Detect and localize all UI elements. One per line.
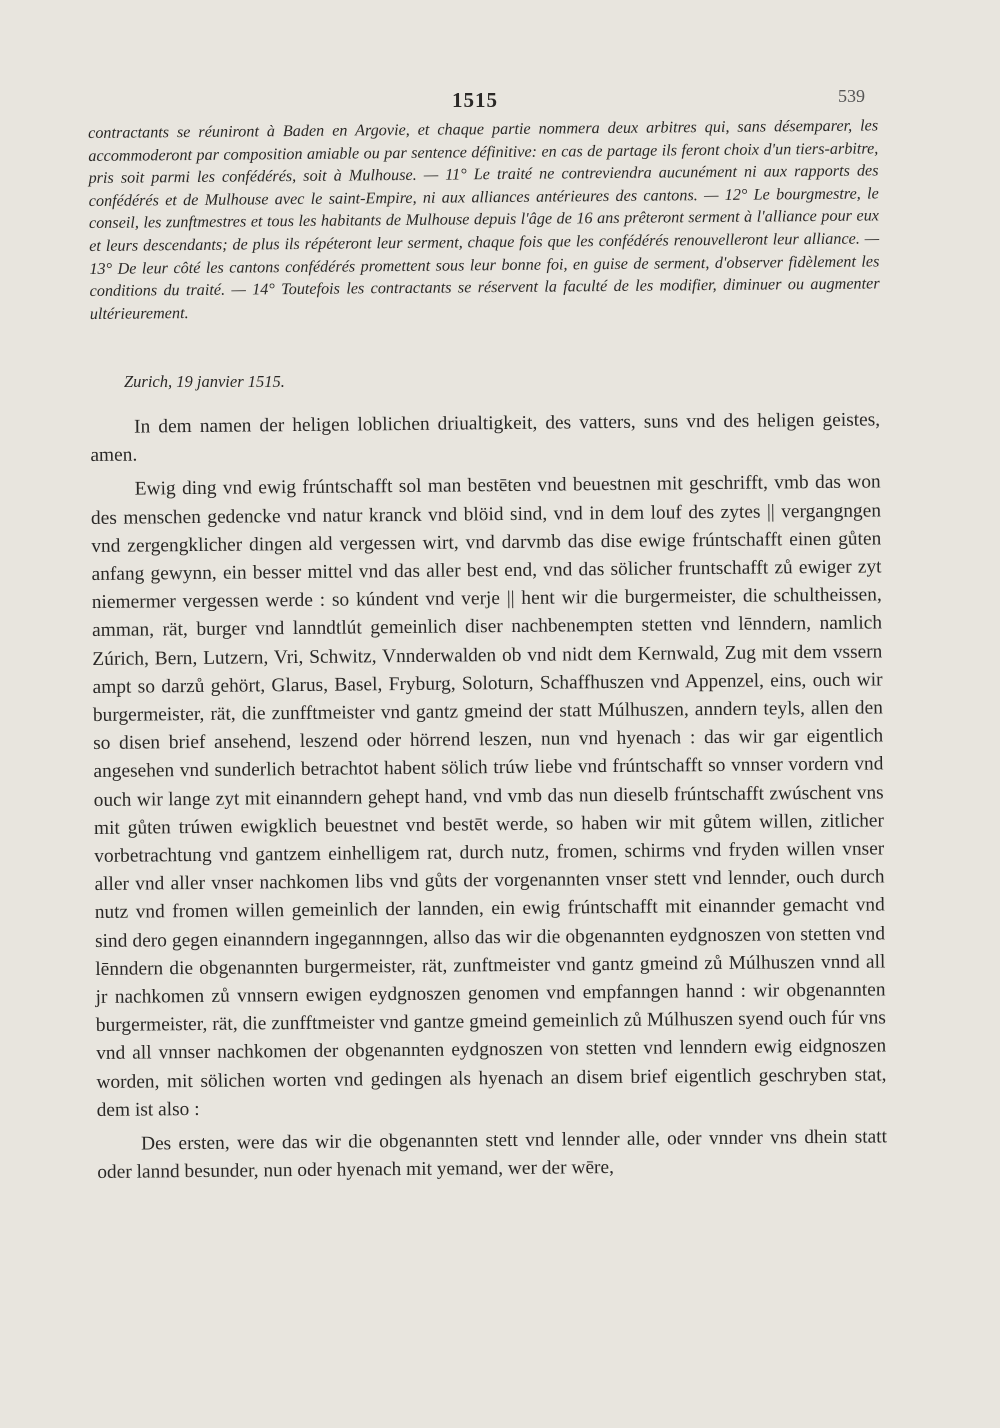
summary-text: contractants se réuniront à Baden en Argovie, et chaque partie nommera deux arbitres qui, sans désemparer, les accommoderont par composition amiable ou par sentence définitive: en cas de partage ils feront choix d'un tiers-arbitre, pris soit parmi les confédérés, soit à Mulhouse. — 11° Le traité ne contreviendra aucunément ni aux rapports des confédérés et de Mulhouse avec le saint-Empire, ni aux alliances antérieures des cantons. — 12° Le bourgmestre, le conseil, les zunftmestres et tous les habitants de Mulhouse depuis l'âge de 16 ans prêteront serment à l'alliance pour eux et leurs descendants; de plus ils répéteront leur serment, chaque fois que les confédérés renouvelleront leur alliance. — 13° De leur côté les cantons confédérés promettent sous leur bonne foi, en guise de serment, d'observer fidèlement les conditions du traité. — 14° Toutefois les contractants se réservent la faculté de les modifier, diminuer ou augmenter ultérieurement. — [88, 116, 880, 323]
header-year: 1515 — [452, 88, 498, 112]
page-header — [0, 86, 1000, 116]
dateline: Zurich, 19 janvier 1515. — [124, 372, 285, 391]
german-text-body — [90, 406, 887, 1187]
body-paragraph: Des ersten, were das wir die obgenannten stett vnd lennder alle, oder vnnder vns dhein statt oder lannd besunder, nun oder hyenach mit yemand, wer der wēre, — [97, 1126, 888, 1184]
body-paragraph: Ewig ding vnd ewig frúntschafft sol man bestēten vnd beuestnen mit geschrifft, vmb das won des menschen gedencke vnd natur kranck vnd blöid sind, vnd in dem louf des zytes || vergangngen vnd zergengklicher dingen ald vergessen wirt, vnd darvmb das dise ewige frúntschafft einen gůten anfang gewynn, ein besser mittel vnd das aller best end, vnd das sölicher fruntschafft zů ewiger zyt niemermer vergessen werde : so kúndent vnd verje || hent wir die burgermeister, die schultheissen, amman, rät, burger vnd lanndtlút gemeinlich diser nachbenempten stetten vnd lēnndern, namlich Zúrich, Bern, Lutzern, Vri, Schwitz, Vnnderwalden ob vnd nidt dem Kernwald, Zug mit dem vssern ampt so darzů gehört, Glarus, Basel, Fryburg, Soloturn, Schaffhuszen vnd Appenzel, eins, ouch wir burgermeister, rät, die zunfftmeister vnd gantz gmeind der statt Múlhuszen, anndern teyls, allen den so disen brief ansehend, leszend oder hörrend leszen, nun vnd hyenach : das wir gar eigentlich angesehen vnd sunderlich betrachtot habent sölich trúw liebe vnd frúntschafft so vnnser vordern vnd ouch wir lange zyt mit einanndern gehept hand, vnd vmb das nun dieselb frúntschafft zwúschent vns mit gůten trúwen ewigklich beuestnet vnd bestēt werde, so haben wir mit gůtem willen, zitlicher vorbetrachtung vnd gantzem einhelligem rat, durch nutz, fromen, schirms vnd fryden willen vnser aller vnd aller vnser nachkomen libs vnd gůts der vorgenannten vnser stett vnd lennder, ouch durch nutz vnd fromen willen gemeinlich der lannden, ein ewig frúntschafft mit einannder gemacht vnd sind dero gegen einanndern ingegannngen, allso das wir die obgenannten eydgnoszen von stetten vnd lēnndern die obgenannten burgermeister, rät, zunftmeister vnd gantz gmeind zů Múlhuszen vnnd all jr nachkomen zů vnnsern ewigen eydgnoszen genomen vnd empfanngen hannd : wir obgenannten burgermeister, rät, die zunfftmeister vnd gantze gmeind gemeinlich zů Múlhuszen syend ouch fúr vns vnd all vnnser nachkomen der obgenannten eydgnoszen von stetten vnd lenndern ewig eidgnoszen worden, mit sölichen worten vnd gedingen als hyenach an disem brief eigentlich geschryben stat, dem ist also : — [90, 471, 887, 1121]
french-summary — [88, 114, 880, 325]
page-number: 539 — [838, 86, 865, 106]
body-paragraph: In dem namen der heligen loblichen driualtigkeit, des vatters, suns vnd des heligen geistes, amen. — [90, 409, 881, 467]
